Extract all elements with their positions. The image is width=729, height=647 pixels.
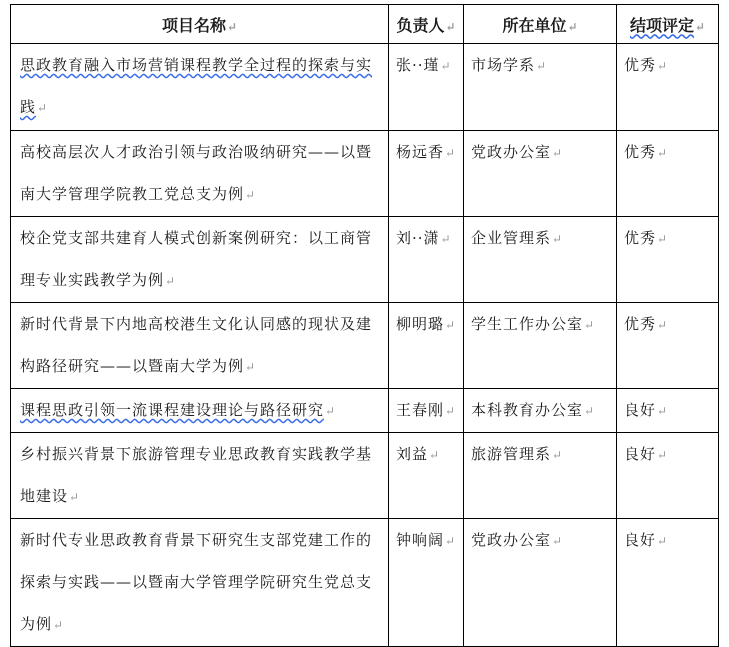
paragraph-mark: ↵	[53, 618, 64, 632]
cell-unit: 党政办公室↵	[464, 131, 617, 217]
cell-leader: 刘··潇↵	[389, 217, 464, 303]
paragraph-mark: ↵	[552, 146, 563, 160]
cell-unit: 企业管理系↵	[464, 217, 617, 303]
paragraph-mark: ↵	[567, 19, 578, 34]
header-unit: 所在单位↵	[464, 5, 617, 44]
table-row	[11, 303, 719, 389]
cell-unit: 市场学系↵	[464, 44, 617, 131]
table-row	[11, 217, 719, 303]
paragraph-mark: ↵	[657, 318, 668, 332]
project-table	[10, 4, 719, 647]
cell-project-name: 乡村振兴背景下旅游管理专业思政教育实践教学基地建设↵	[11, 433, 389, 519]
cell-project-name: 思政教育融入市场营销课程教学全过程的探索与实践↵	[11, 44, 389, 131]
paragraph-mark: ↵	[429, 448, 440, 462]
paragraph-mark: ↵	[657, 232, 668, 246]
header-leader: 负责人↵	[389, 5, 464, 44]
cell-leader: 张··瑾↵	[389, 44, 464, 131]
cell-unit: 学生工作办公室↵	[464, 303, 617, 389]
cell-rating: 优秀↵	[617, 303, 719, 389]
paragraph-mark: ↵	[584, 404, 595, 418]
paragraph-mark: ↵	[552, 232, 563, 246]
cell-project-name: 高校高层次人才政治引领与政治吸纳研究——以暨南大学管理学院教工党总支为例↵	[11, 131, 389, 217]
paragraph-mark: ↵	[440, 232, 451, 246]
header-project-name: 项目名称↵	[11, 5, 389, 44]
paragraph-mark: ↵	[657, 404, 668, 418]
paragraph-mark: ↵	[245, 188, 256, 202]
cell-rating: 优秀↵	[617, 44, 719, 131]
cell-project-name: 校企党支部共建育人模式创新案例研究：以工商管理专业实践教学为例↵	[11, 217, 389, 303]
cell-rating: 良好↵	[617, 433, 719, 519]
paragraph-mark: ↵	[584, 318, 595, 332]
cell-rating: 良好↵	[617, 519, 719, 647]
paragraph-mark: ↵	[536, 59, 547, 73]
table-row	[11, 44, 719, 131]
paragraph-mark: ↵	[445, 404, 456, 418]
cell-leader: 钟响阔↵	[389, 519, 464, 647]
paragraph-mark: ↵	[445, 318, 456, 332]
cell-leader: 刘益↵	[389, 433, 464, 519]
cell-leader: 柳明璐↵	[389, 303, 464, 389]
paragraph-mark: ↵	[445, 146, 456, 160]
table-row	[11, 131, 719, 217]
cell-unit: 旅游管理系↵	[464, 433, 617, 519]
paragraph-mark: ↵	[440, 59, 451, 73]
cell-leader: 杨远香↵	[389, 131, 464, 217]
paragraph-mark: ↵	[694, 19, 706, 34]
paragraph-mark: ↵	[69, 490, 80, 504]
cell-project-name: 课程思政引领一流课程建设理论与路径研究↵	[11, 389, 389, 433]
paragraph-mark: ↵	[552, 448, 563, 462]
paragraph-mark: ↵	[657, 448, 668, 462]
cell-project-name: 新时代背景下内地高校港生文化认同感的现状及建构路径研究——以暨南大学为例↵	[11, 303, 389, 389]
cell-rating: 优秀↵	[617, 131, 719, 217]
cell-project-name: 新时代专业思政教育背景下研究生支部党建工作的探索与实践——以暨南大学管理学院研究生党总支为例↵	[11, 519, 389, 647]
cell-rating: 优秀↵	[617, 217, 719, 303]
paragraph-mark: ↵	[226, 19, 238, 34]
header-rating: 结项评定↵	[617, 5, 719, 44]
paragraph-mark: ↵	[325, 404, 336, 418]
paragraph-mark: ↵	[445, 19, 456, 34]
table-row	[11, 433, 719, 519]
paragraph-mark: ↵	[657, 146, 668, 160]
cell-unit: 党政办公室↵	[464, 519, 617, 647]
paragraph-mark: ↵	[552, 534, 563, 548]
cell-unit: 本科教育办公室↵	[464, 389, 617, 433]
table-row	[11, 389, 719, 433]
paragraph-mark: ↵	[657, 534, 668, 548]
paragraph-mark: ↵	[37, 101, 48, 115]
paragraph-mark: ↵	[657, 59, 668, 73]
table-header-row	[11, 5, 719, 44]
paragraph-mark: ↵	[165, 274, 176, 288]
cell-leader: 王春刚↵	[389, 389, 464, 433]
paragraph-mark: ↵	[445, 534, 456, 548]
cell-rating: 良好↵	[617, 389, 719, 433]
paragraph-mark: ↵	[245, 360, 256, 374]
table-row	[11, 519, 719, 647]
